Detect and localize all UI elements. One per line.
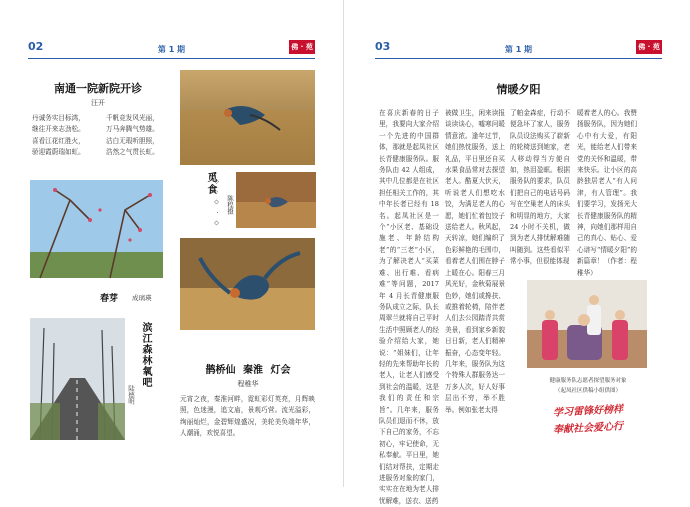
logo-badge: 佛 · 苑 <box>636 40 662 54</box>
bird-caption: 觅食 <box>205 172 216 196</box>
bird-author: 陈程摄 <box>226 195 234 215</box>
right-page <box>347 0 690 505</box>
photo-caption-line-1: 健康服务队志愿者探望服务对象 <box>549 378 627 384</box>
page-number: 03 <box>375 40 391 53</box>
poem2-title: 鹊桥仙 秦淮 灯会 <box>205 365 291 376</box>
article-col-3: 了帕金森症，行动不便急坏了家人，服务队员设法购买了崭新的轮椅送到她家，老人移动得当方便自如，热泪盈眶。根据服务队的要求，队员们把自己的电话号码写在空巢老人的床头和明显的地方，大家 24 小时不关机，做到为老人排忧解难随叫随到。这些看似平常小事，但很能体现 <box>510 109 570 266</box>
article-col-4: 暖着老人的心。我赞扬服务队，因为她们心中有大爱，有阳光，能给老人们带来党的关怀和温暖，带来快乐。让小区的高龄独居老人“有人问津，有人管理”。我们要学习，发扬光大长青健康服务队的精神，向她们那样用自己的真心、贴心、爱心谱写“情暖夕阳”的新篇章！（作者：程稚华） <box>577 109 637 277</box>
forest-photo <box>30 318 125 440</box>
article-title: 情暖夕阳 <box>496 83 541 96</box>
page-number: 02 <box>28 40 44 53</box>
poem2-author: 程稚华 <box>237 380 259 388</box>
volunteer-photo <box>527 280 647 368</box>
bird-photo-1 <box>180 70 315 165</box>
page-header <box>375 40 662 59</box>
poem-author: 汪开 <box>91 99 105 107</box>
photo-caption-line-2: （起凤社区供稿小组供图） <box>554 388 621 394</box>
bird-photo-3 <box>180 238 315 330</box>
poem-title: 南通一院新院开诊 <box>54 82 142 95</box>
issue-label: 第 1 期 <box>157 45 186 54</box>
poem-col-a: 丹诚务实目标鸿， 继往开来志劲松。 喜看江花红胜火， 骄迎霞蔚瑞如虹。 <box>32 114 85 157</box>
bird-diamonds: ◇ · ◇ · ◇ <box>213 178 220 229</box>
spring-author: 成璃瑛 <box>132 294 152 302</box>
forest-author: 陆德明 <box>127 385 135 405</box>
article-col-1: 在喜庆新春的日子里，我要向大家介绍一个先进的中国群体，那就是起凤社区长青健康服务队。服务队由 42 人组成，其中几位都是在社区担任相关工作的，其中年长者已经有 18 名。起凤社区是一个“小区老、基础设施老、年龄结构老”的“三老”小区，为了解决老人“买菜难、出行难、看病难”等问题，2017 年 4 月长青健康服务队成立之际，队长周翠兰就将自己平时生活中照顾老人的经验介绍给大家，她说：“姐妹们，让年轻的先来帮助年长的老人，让老人们感受到社会的温暖，这是我们的责任和宗旨”。几年来，服务队员们退而不休，放下自己的家务，不忘初心，牢记使命，无私奉献。平日里，她们结对帮扶，定期走进服务对象的家门，实实在在地为老人排忧解难，送衣、送药 <box>379 109 439 505</box>
page-header <box>28 40 315 59</box>
logo-badge: 佛 · 苑 <box>289 40 315 54</box>
spring-caption: 春芽 <box>100 294 119 304</box>
poem2-text: 元宵之夜，秦淮河畔，霓虹彩灯英亮，月辉映照，色迷漫，追文庙，景观巧营。流光溢彩，绚丽灿烂，金碧辉煌盛况，美轮美奂端年华，人潮涌，欢悦喜望。 <box>180 395 315 438</box>
issue-label: 第 1 期 <box>504 45 533 54</box>
forest-caption: 滨江森林氧吧 <box>140 322 151 388</box>
bird-photo-2 <box>236 172 316 228</box>
left-page <box>0 0 344 487</box>
red-stamp: 学习雷锋好榜样 奉献社会爱心行 <box>552 404 624 436</box>
poem-col-b: 千帆竞发风光丽， 万马奔腾气势雄。 沽白无瑕听胆照， 浩然之气贯长虹。 <box>106 114 159 157</box>
article-col-2: 被做卫生，闲来读报谈读谈心，嘘寒问暖情意浓。逢年过节，她们热忱服务，送上礼品，平日里还自买水果食品常对去探望老人。酷夏大伏天，听说老人们想吃水饺，为满足老人的心愿，她们忙着包饺子送给老人。秋风起，天转凉，她们编织了色彩鲜艳的毛围巾，看着老人们围在脖子上暖在心。阳春三月风光好，金秋菊展景色妙，她们或搀扶、或推着轮椅，陪伴老人们去公园踏青共赏美景，看到家乡新貌日日新，老人们精神振奋，心态变年轻。几年来，服务队为这个特殊人群服务达一万多人次，好人好事层出不穷，举不胜举。例如张老太得 <box>445 109 505 414</box>
spring-photo <box>30 180 163 278</box>
